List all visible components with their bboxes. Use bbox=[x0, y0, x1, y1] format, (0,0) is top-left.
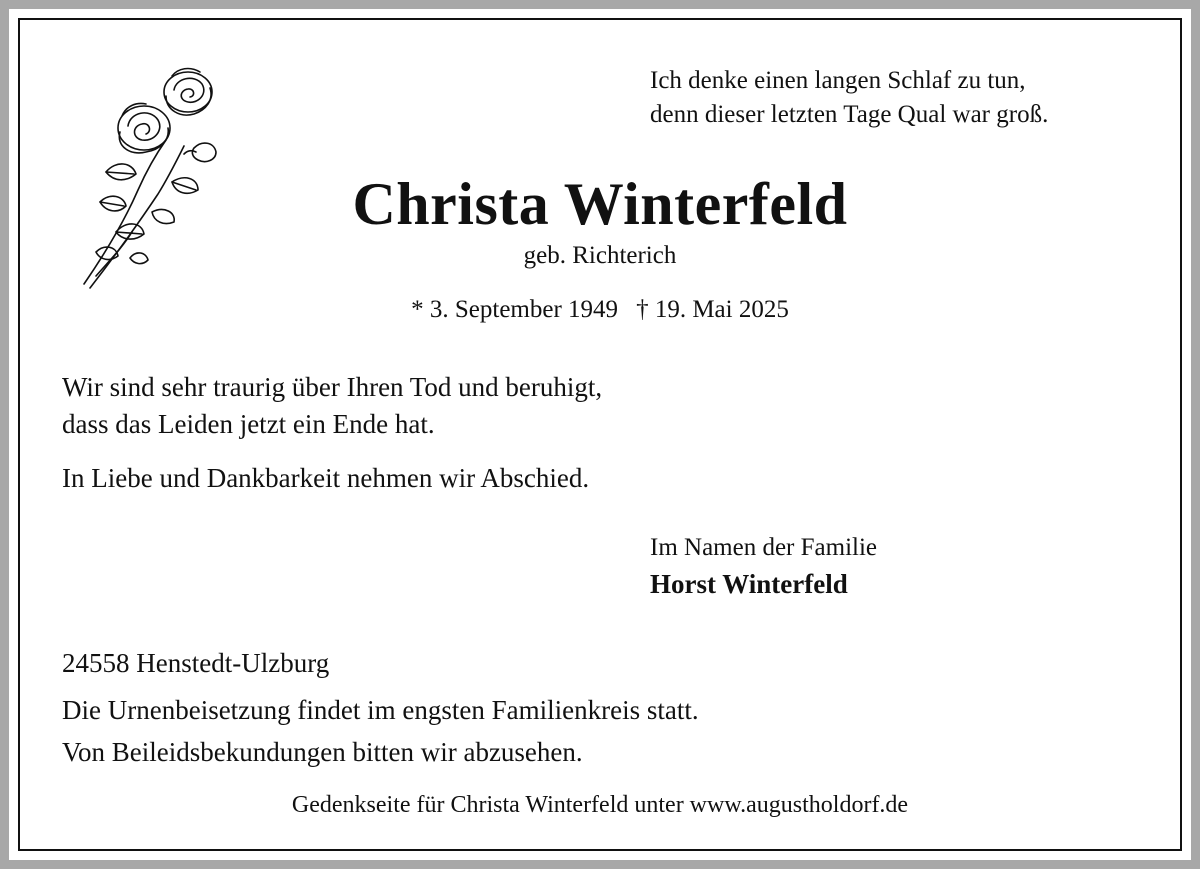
motto-line-2: denn dieser letzten Tage Qual war groß. bbox=[650, 101, 1049, 128]
birth-name: geb. Richterich bbox=[523, 242, 677, 269]
birth-date: * 3. September 1949 bbox=[411, 296, 619, 323]
deceased-name bbox=[0, 170, 1200, 239]
life-dates bbox=[0, 296, 1200, 324]
motto-line-1: Ich denke einen langen Schlaf zu tun, bbox=[650, 67, 1026, 94]
death-date: † 19. Mai 2025 bbox=[636, 296, 789, 323]
message-line-2: dass das Leiden jetzt ein Ende hat. bbox=[62, 409, 435, 439]
signer-name: Horst Winterfeld bbox=[650, 569, 848, 599]
message-line-1: Wir sind sehr traurig über Ihren Tod und beruhigt, bbox=[62, 372, 603, 402]
message-paragraph bbox=[62, 369, 602, 443]
burial-note: Die Urnenbeisetzung findet im engsten Familienkreis statt. bbox=[62, 695, 699, 725]
signature-block bbox=[650, 530, 877, 602]
place-line: 24558 Henstedt-Ulzburg bbox=[62, 648, 330, 678]
condolence-note: Von Beileidsbekundungen bitten wir abzusehen. bbox=[62, 737, 583, 767]
farewell-line: In Liebe und Dankbarkeit nehmen wir Abschied. bbox=[62, 463, 590, 493]
memorial-page-footer: Gedenkseite für Christa Winterfeld unter www.augustholdorf.de bbox=[291, 792, 909, 818]
motto-quote bbox=[650, 64, 1048, 132]
signature-intro: Im Namen der Familie bbox=[650, 534, 878, 561]
deceased-name-text: Christa Winterfeld bbox=[352, 171, 848, 237]
